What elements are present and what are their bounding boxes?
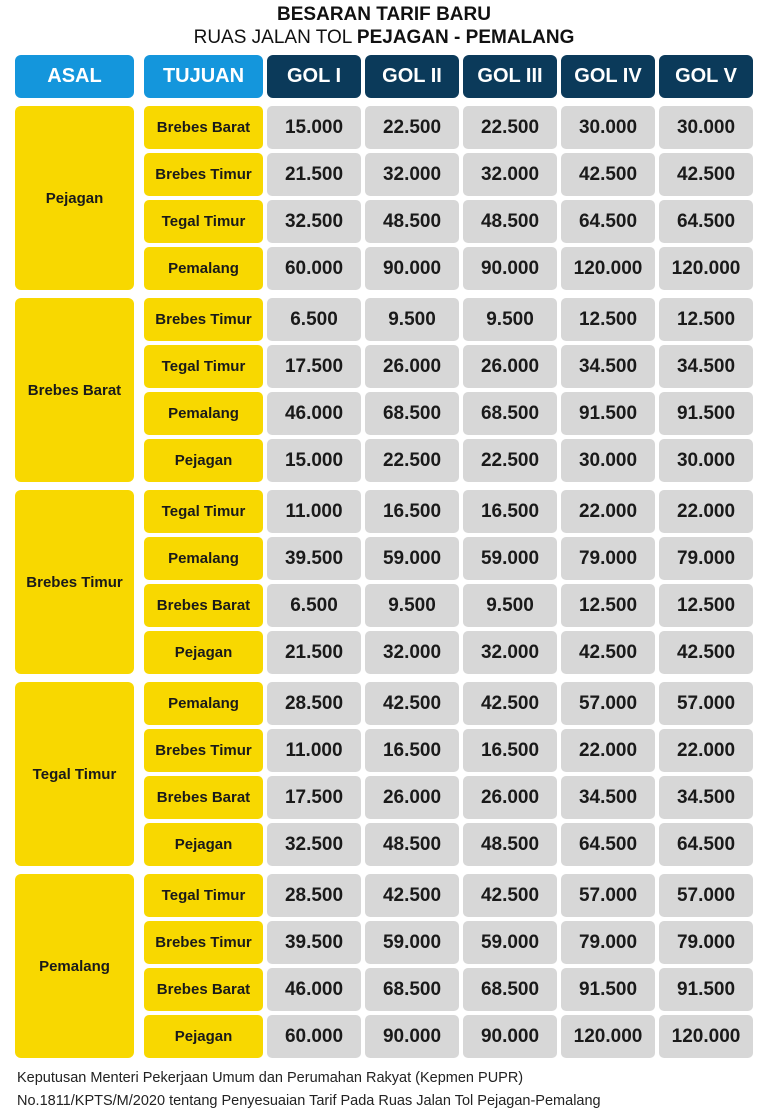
tariff-cell-gol-3: 22.500 bbox=[463, 106, 557, 149]
destination-cell: Brebes Barat bbox=[144, 968, 263, 1011]
tariff-cell-gol-5: 120.000 bbox=[659, 247, 753, 290]
tariff-cell-gol-3: 90.000 bbox=[463, 247, 557, 290]
tariff-cell-gol-5: 30.000 bbox=[659, 439, 753, 482]
destination-cell: Brebes Timur bbox=[144, 298, 263, 341]
tariff-cell-gol-2: 68.500 bbox=[365, 968, 459, 1011]
tariff-cell-gol-1: 60.000 bbox=[267, 1015, 361, 1058]
tariff-cell-gol-4: 34.500 bbox=[561, 345, 655, 388]
tariff-cell-gol-2: 26.000 bbox=[365, 345, 459, 388]
tariff-cell-gol-4: 22.000 bbox=[561, 490, 655, 533]
tariff-cell-gol-2: 59.000 bbox=[365, 921, 459, 964]
tariff-cell-gol-4: 91.500 bbox=[561, 968, 655, 1011]
destination-cell: Brebes Timur bbox=[144, 729, 263, 772]
tariff-cell-gol-4: 12.500 bbox=[561, 584, 655, 627]
tariff-cell-gol-4: 91.500 bbox=[561, 392, 655, 435]
tariff-cell-gol-2: 16.500 bbox=[365, 729, 459, 772]
tariff-cell-gol-4: 42.500 bbox=[561, 631, 655, 674]
origin-cell: Tegal Timur bbox=[15, 682, 134, 866]
tariff-cell-gol-4: 64.500 bbox=[561, 823, 655, 866]
origin-cell: Brebes Barat bbox=[15, 298, 134, 482]
tariff-cell-gol-1: 6.500 bbox=[267, 584, 361, 627]
tariff-cell-gol-3: 90.000 bbox=[463, 1015, 557, 1058]
tariff-cell-gol-3: 32.000 bbox=[463, 631, 557, 674]
tariff-cell-gol-1: 32.500 bbox=[267, 200, 361, 243]
tariff-cell-gol-4: 42.500 bbox=[561, 153, 655, 196]
subtitle-prefix: RUAS JALAN TOL bbox=[193, 27, 357, 48]
tariff-cell-gol-4: 57.000 bbox=[561, 682, 655, 725]
tariff-cell-gol-3: 32.000 bbox=[463, 153, 557, 196]
tariff-cell-gol-3: 22.500 bbox=[463, 439, 557, 482]
destination-cell: Tegal Timur bbox=[144, 490, 263, 533]
tariff-cell-gol-1: 46.000 bbox=[267, 392, 361, 435]
tariff-cell-gol-3: 59.000 bbox=[463, 921, 557, 964]
footnote-line-2: No.1811/KPTS/M/2020 tentang Penyesuaian Tarif Pada Ruas Jalan Tol Pejagan-Pemalang bbox=[17, 1093, 601, 1109]
tariff-cell-gol-1: 15.000 bbox=[267, 439, 361, 482]
tariff-cell-gol-4: 120.000 bbox=[561, 1015, 655, 1058]
tariff-cell-gol-3: 9.500 bbox=[463, 584, 557, 627]
tariff-cell-gol-2: 32.000 bbox=[365, 153, 459, 196]
destination-cell: Brebes Timur bbox=[144, 921, 263, 964]
tariff-cell-gol-2: 22.500 bbox=[365, 106, 459, 149]
tariff-cell-gol-2: 68.500 bbox=[365, 392, 459, 435]
tariff-cell-gol-1: 15.000 bbox=[267, 106, 361, 149]
destination-cell: Tegal Timur bbox=[144, 874, 263, 917]
tariff-cell-gol-1: 21.500 bbox=[267, 631, 361, 674]
tariff-cell-gol-3: 68.500 bbox=[463, 392, 557, 435]
tariff-cell-gol-1: 17.500 bbox=[267, 776, 361, 819]
destination-cell: Tegal Timur bbox=[144, 345, 263, 388]
tariff-cell-gol-3: 68.500 bbox=[463, 968, 557, 1011]
tariff-cell-gol-2: 42.500 bbox=[365, 682, 459, 725]
tariff-cell-gol-1: 28.500 bbox=[267, 874, 361, 917]
tariff-cell-gol-5: 42.500 bbox=[659, 153, 753, 196]
tariff-cell-gol-4: 30.000 bbox=[561, 106, 655, 149]
header-gol-1: GOL I bbox=[267, 55, 361, 98]
tariff-cell-gol-1: 11.000 bbox=[267, 729, 361, 772]
origin-cell: Pemalang bbox=[15, 874, 134, 1058]
header-tujuan: TUJUAN bbox=[144, 55, 263, 98]
destination-cell: Pemalang bbox=[144, 537, 263, 580]
destination-cell: Brebes Timur bbox=[144, 153, 263, 196]
tariff-cell-gol-4: 79.000 bbox=[561, 921, 655, 964]
tariff-cell-gol-5: 30.000 bbox=[659, 106, 753, 149]
tariff-cell-gol-5: 79.000 bbox=[659, 537, 753, 580]
tariff-cell-gol-5: 42.500 bbox=[659, 631, 753, 674]
tariff-cell-gol-5: 91.500 bbox=[659, 392, 753, 435]
tariff-cell-gol-2: 90.000 bbox=[365, 247, 459, 290]
tariff-cell-gol-5: 22.000 bbox=[659, 490, 753, 533]
header-gol-3: GOL III bbox=[463, 55, 557, 98]
tariff-cell-gol-3: 9.500 bbox=[463, 298, 557, 341]
tariff-cell-gol-3: 42.500 bbox=[463, 874, 557, 917]
tariff-cell-gol-3: 48.500 bbox=[463, 823, 557, 866]
tariff-cell-gol-2: 59.000 bbox=[365, 537, 459, 580]
tariff-cell-gol-1: 39.500 bbox=[267, 921, 361, 964]
tariff-cell-gol-3: 42.500 bbox=[463, 682, 557, 725]
destination-cell: Pemalang bbox=[144, 392, 263, 435]
tariff-cell-gol-2: 16.500 bbox=[365, 490, 459, 533]
tariff-cell-gol-2: 9.500 bbox=[365, 298, 459, 341]
tariff-cell-gol-3: 48.500 bbox=[463, 200, 557, 243]
tariff-cell-gol-1: 11.000 bbox=[267, 490, 361, 533]
tariff-cell-gol-4: 34.500 bbox=[561, 776, 655, 819]
tariff-cell-gol-2: 48.500 bbox=[365, 823, 459, 866]
destination-cell: Pejagan bbox=[144, 1015, 263, 1058]
tariff-cell-gol-2: 90.000 bbox=[365, 1015, 459, 1058]
tariff-cell-gol-5: 64.500 bbox=[659, 823, 753, 866]
header-asal: ASAL bbox=[15, 55, 134, 98]
destination-cell: Pemalang bbox=[144, 682, 263, 725]
tariff-cell-gol-1: 6.500 bbox=[267, 298, 361, 341]
destination-cell: Pejagan bbox=[144, 439, 263, 482]
tariff-cell-gol-4: 30.000 bbox=[561, 439, 655, 482]
tariff-cell-gol-2: 22.500 bbox=[365, 439, 459, 482]
destination-cell: Pejagan bbox=[144, 631, 263, 674]
tariff-cell-gol-3: 16.500 bbox=[463, 490, 557, 533]
destination-cell: Brebes Barat bbox=[144, 776, 263, 819]
tariff-cell-gol-3: 26.000 bbox=[463, 776, 557, 819]
tariff-cell-gol-4: 12.500 bbox=[561, 298, 655, 341]
tariff-cell-gol-3: 59.000 bbox=[463, 537, 557, 580]
destination-cell: Brebes Barat bbox=[144, 106, 263, 149]
tariff-cell-gol-5: 91.500 bbox=[659, 968, 753, 1011]
header-gol-5: GOL V bbox=[659, 55, 753, 98]
tariff-cell-gol-2: 9.500 bbox=[365, 584, 459, 627]
tariff-cell-gol-4: 120.000 bbox=[561, 247, 655, 290]
tariff-cell-gol-1: 21.500 bbox=[267, 153, 361, 196]
tariff-cell-gol-5: 57.000 bbox=[659, 874, 753, 917]
destination-cell: Brebes Barat bbox=[144, 584, 263, 627]
tariff-cell-gol-4: 22.000 bbox=[561, 729, 655, 772]
tariff-cell-gol-1: 32.500 bbox=[267, 823, 361, 866]
destination-cell: Pemalang bbox=[144, 247, 263, 290]
tariff-cell-gol-1: 60.000 bbox=[267, 247, 361, 290]
tariff-cell-gol-5: 57.000 bbox=[659, 682, 753, 725]
destination-cell: Tegal Timur bbox=[144, 200, 263, 243]
tariff-cell-gol-4: 64.500 bbox=[561, 200, 655, 243]
tariff-cell-gol-1: 17.500 bbox=[267, 345, 361, 388]
origin-cell: Brebes Timur bbox=[15, 490, 134, 674]
tariff-cell-gol-2: 48.500 bbox=[365, 200, 459, 243]
tariff-cell-gol-3: 16.500 bbox=[463, 729, 557, 772]
destination-cell: Pejagan bbox=[144, 823, 263, 866]
tariff-cell-gol-5: 22.000 bbox=[659, 729, 753, 772]
tariff-cell-gol-5: 12.500 bbox=[659, 584, 753, 627]
origin-cell: Pejagan bbox=[15, 106, 134, 290]
page-title: BESARAN TARIF BARU bbox=[277, 4, 491, 25]
footnote-line-1: Keputusan Menteri Pekerjaan Umum dan Perumahan Rakyat (Kepmen PUPR) bbox=[17, 1070, 524, 1086]
tariff-cell-gol-1: 46.000 bbox=[267, 968, 361, 1011]
tariff-cell-gol-5: 120.000 bbox=[659, 1015, 753, 1058]
header-gol-2: GOL II bbox=[365, 55, 459, 98]
tariff-cell-gol-1: 28.500 bbox=[267, 682, 361, 725]
tariff-cell-gol-2: 42.500 bbox=[365, 874, 459, 917]
tariff-cell-gol-5: 12.500 bbox=[659, 298, 753, 341]
tariff-cell-gol-3: 26.000 bbox=[463, 345, 557, 388]
tariff-cell-gol-2: 26.000 bbox=[365, 776, 459, 819]
tariff-cell-gol-2: 32.000 bbox=[365, 631, 459, 674]
tariff-cell-gol-4: 57.000 bbox=[561, 874, 655, 917]
subtitle-route: PEJAGAN - PEMALANG bbox=[356, 27, 575, 48]
tariff-cell-gol-5: 79.000 bbox=[659, 921, 753, 964]
header-gol-4: GOL IV bbox=[561, 55, 655, 98]
tariff-cell-gol-4: 79.000 bbox=[561, 537, 655, 580]
page-subtitle bbox=[0, 27, 768, 49]
tariff-cell-gol-5: 34.500 bbox=[659, 776, 753, 819]
tariff-cell-gol-5: 64.500 bbox=[659, 200, 753, 243]
tariff-cell-gol-5: 34.500 bbox=[659, 345, 753, 388]
tariff-cell-gol-1: 39.500 bbox=[267, 537, 361, 580]
